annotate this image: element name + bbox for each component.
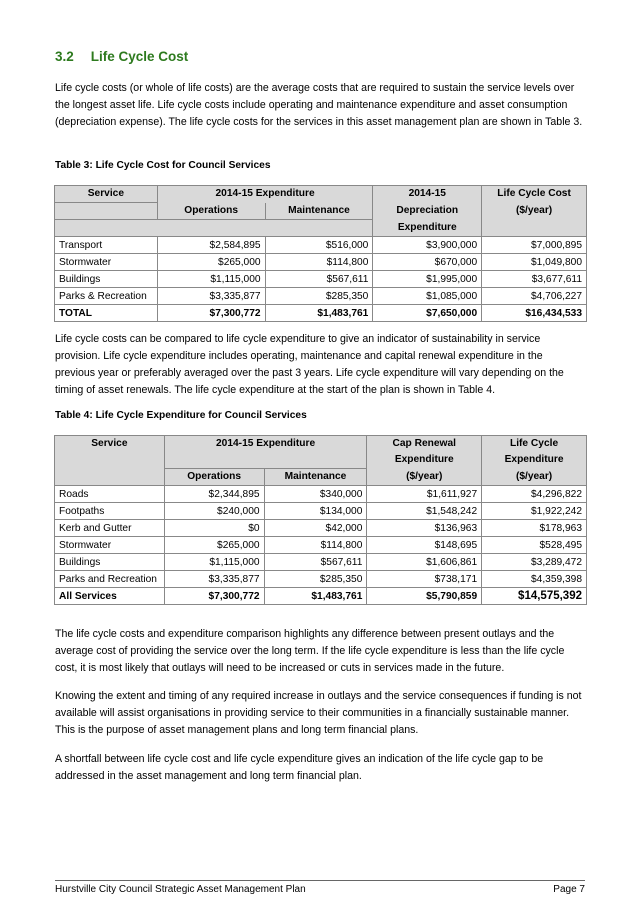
t3-header-operations: Operations <box>157 203 265 220</box>
t4-cell: $1,922,242 <box>482 503 587 520</box>
t4-cell: $528,495 <box>482 537 587 554</box>
table-row <box>55 271 587 288</box>
table4-life-cycle-expenditure <box>54 435 587 605</box>
t4-total-cell: $5,790,859 <box>367 588 482 605</box>
table3-life-cycle-cost <box>54 185 587 322</box>
table-row <box>55 571 587 588</box>
intro-paragraph: Life cycle costs (or whole of life costs) are the average costs that are required to sustain the service levels over the longest asset life. Life cycle costs include operating and maintenance expenditure and asset consumption (depreciation expense). The life cycle costs for the services in this asset management plan are shown in Table 3. <box>55 82 583 128</box>
t4-cell: $1,548,242 <box>367 503 482 520</box>
t4-total-cell: $14,575,392 <box>482 588 587 605</box>
t3-cell: $3,900,000 <box>373 237 482 254</box>
table-row <box>55 288 587 305</box>
funding-paragraph: Knowing the extent and timing of any required increase in outlays and the service consequences if funding is not available will assist organisations in providing service to their communities in a financially sustainable manner. This is the purpose of asset management plans and long term financial plans. <box>55 690 582 736</box>
t4-cell: $738,171 <box>367 571 482 588</box>
section-number: 3.2 <box>55 49 74 64</box>
t3-header-depreciation: Depreciation <box>373 203 482 220</box>
t3-cell: $1,049,800 <box>482 254 587 271</box>
t3-header-depr-year: 2014-15 <box>373 186 482 203</box>
section-title: Life Cycle Cost <box>90 49 189 64</box>
t4-header-lce: Life Cycle <box>482 436 587 453</box>
table-row <box>55 503 587 520</box>
t3-header-expenditure: 2014-15 Expenditure <box>157 186 373 203</box>
footer-page-number: Page 7 <box>553 884 585 895</box>
table-total-row <box>55 588 587 605</box>
t4-cell: Parks and Recreation <box>55 571 165 588</box>
t4-header-service: Service <box>55 436 165 453</box>
t3-cell: Stormwater <box>55 254 158 271</box>
t3-header-pad-1 <box>55 220 158 237</box>
t3-header-maintenance: Maintenance <box>265 203 373 220</box>
t4-cell: $567,611 <box>264 554 367 571</box>
t3-header-lcc-unit: ($/year) <box>482 203 587 220</box>
t4-cell: $1,115,000 <box>164 554 264 571</box>
section-heading <box>55 49 188 64</box>
t4-cell: $4,296,822 <box>482 486 587 503</box>
table-row <box>55 254 587 271</box>
t4-cell: $114,800 <box>264 537 367 554</box>
t4-cell: Kerb and Gutter <box>55 520 165 537</box>
t3-header-pad-2 <box>157 220 265 237</box>
t3-header-service: Service <box>55 186 158 203</box>
t3-total-cell: $7,650,000 <box>373 305 482 322</box>
t3-cell: $265,000 <box>157 254 265 271</box>
t4-cell: $178,963 <box>482 520 587 537</box>
gap-paragraph: The life cycle costs and expenditure comparison highlights any difference between present outlays and the average cost of providing the service over the long term. If the life cycle expenditure is less than the life cycle cost, it is most likely that outlays will need to be increased or cuts in services made in the future. <box>55 628 565 674</box>
t3-total-cell: $7,300,772 <box>157 305 265 322</box>
t4-cell: $3,335,877 <box>164 571 264 588</box>
t4-cell: $285,350 <box>264 571 367 588</box>
t4-total-cell: $7,300,772 <box>164 588 264 605</box>
t4-cell: $2,344,895 <box>164 486 264 503</box>
table-row <box>55 237 587 254</box>
t3-header-service-blank <box>55 203 158 220</box>
t4-cell: Buildings <box>55 554 165 571</box>
t3-header-lcc: Life Cycle Cost <box>482 186 587 203</box>
t3-cell: $2,584,895 <box>157 237 265 254</box>
t3-cell: $516,000 <box>265 237 373 254</box>
t3-cell: $285,350 <box>265 288 373 305</box>
table3-caption: Table 3: Life Cycle Cost for Council Services <box>55 160 271 171</box>
footer-title: Hurstville City Council Strategic Asset Management Plan <box>55 884 306 895</box>
t4-cell: $134,000 <box>264 503 367 520</box>
t4-cell: Roads <box>55 486 165 503</box>
t4-cell: $240,000 <box>164 503 264 520</box>
t4-header-pad-2 <box>164 452 367 469</box>
t3-cell: $114,800 <box>265 254 373 271</box>
t4-cell: Footpaths <box>55 503 165 520</box>
table-row <box>55 520 587 537</box>
t3-cell: Buildings <box>55 271 158 288</box>
t4-cell: $3,289,472 <box>482 554 587 571</box>
t4-header-cap-renewal-unit: ($/year) <box>367 469 482 486</box>
t4-total-cell: $1,483,761 <box>264 588 367 605</box>
t3-total-cell: TOTAL <box>55 305 158 322</box>
t4-cell: $1,606,861 <box>367 554 482 571</box>
t4-header-lce-sub: Expenditure <box>482 452 587 469</box>
t3-cell: $3,677,611 <box>482 271 587 288</box>
shortfall-paragraph: A shortfall between life cycle cost and life cycle expenditure gives an indication of the life cycle gap to be addressed in the asset management and long term financial plan. <box>55 753 544 782</box>
t4-header-lce-unit: ($/year) <box>482 469 587 486</box>
table-row <box>55 554 587 571</box>
t4-cell: $340,000 <box>264 486 367 503</box>
table-row <box>55 537 587 554</box>
t4-cell: $136,963 <box>367 520 482 537</box>
t4-header-expenditure: 2014-15 Expenditure <box>164 436 367 453</box>
t3-cell: $4,706,227 <box>482 288 587 305</box>
t4-cell: Stormwater <box>55 537 165 554</box>
table4-caption: Table 4: Life Cycle Expenditure for Council Services <box>55 410 307 421</box>
table-row <box>55 486 587 503</box>
t3-cell: Parks & Recreation <box>55 288 158 305</box>
t3-header-pad-4 <box>482 220 587 237</box>
t3-total-cell: $1,483,761 <box>265 305 373 322</box>
t4-cell: $0 <box>164 520 264 537</box>
table-total-row <box>55 305 587 322</box>
t3-cell: $1,995,000 <box>373 271 482 288</box>
t4-cell: $265,000 <box>164 537 264 554</box>
t4-total-cell: All Services <box>55 588 165 605</box>
t3-cell: $567,611 <box>265 271 373 288</box>
t3-cell: $670,000 <box>373 254 482 271</box>
t4-cell: $4,359,398 <box>482 571 587 588</box>
t4-header-operations: Operations <box>164 469 264 486</box>
t3-cell: $3,335,877 <box>157 288 265 305</box>
t3-cell: $1,115,000 <box>157 271 265 288</box>
t4-header-pad-3 <box>55 469 165 486</box>
t4-cell: $42,000 <box>264 520 367 537</box>
t4-header-pad-1 <box>55 452 165 469</box>
t4-cell: $148,695 <box>367 537 482 554</box>
t4-header-cap-renewal: Cap Renewal <box>367 436 482 453</box>
t3-header-pad-3 <box>265 220 373 237</box>
t3-total-cell: $16,434,533 <box>482 305 587 322</box>
t4-cell: $1,611,927 <box>367 486 482 503</box>
t3-cell: $7,000,895 <box>482 237 587 254</box>
t3-cell: $1,085,000 <box>373 288 482 305</box>
t4-header-cap-renewal-sub: Expenditure <box>367 452 482 469</box>
footer-divider <box>55 880 585 881</box>
comparison-paragraph: Life cycle costs can be compared to life cycle expenditure to give an indicator of sustainability in service provision. Life cycle expenditure includes operating, maintenance and capital renewal expenditure in the previous year or preferably averaged over the past 3 years. Life cycle expenditure will vary depending on the timing of asset renewals. The life cycle expenditure at the start of the plan is shown in Table 4. <box>55 333 564 396</box>
t3-header-depr-sub: Expenditure <box>373 220 482 237</box>
t4-header-maintenance: Maintenance <box>264 469 367 486</box>
t3-cell: Transport <box>55 237 158 254</box>
